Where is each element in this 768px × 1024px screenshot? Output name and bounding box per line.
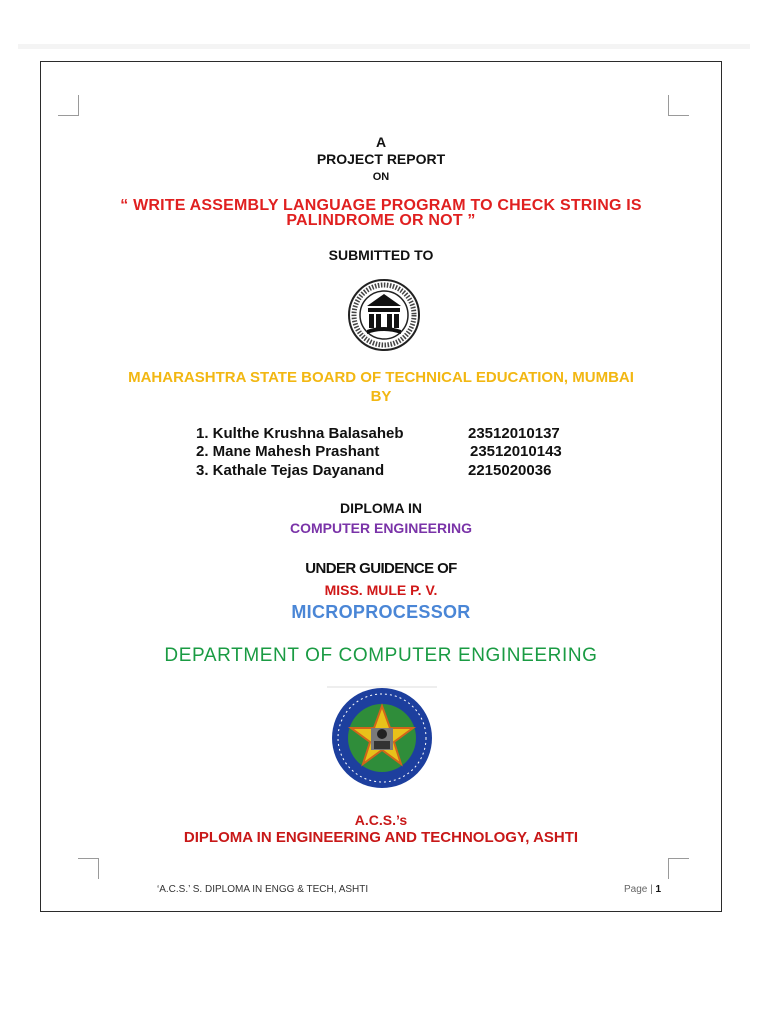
student-enrollment-number: 2215020036	[468, 462, 552, 479]
branch-name: COMPUTER ENGINEERING	[289, 520, 472, 536]
under-guidance-label: UNDER GUIDENCE OF	[305, 560, 457, 577]
board-name: MAHARASHTRA STATE BOARD OF TECHNICAL EDUCATION, MUMBAI	[128, 369, 634, 386]
guide-name: MISS. MULE P. V.	[324, 582, 438, 598]
student-name: 2. Mane Mahesh Prashant	[196, 443, 380, 460]
student-name: 1. Kulthe Krushna Balasaheb	[196, 425, 404, 442]
crop-mark-top-left	[58, 95, 79, 116]
msbte-seal-icon	[345, 278, 423, 352]
page-label: Page |	[624, 884, 656, 895]
student-name: 3. Kathale Tejas Dayanand	[196, 462, 385, 479]
heading-a: A	[375, 134, 387, 150]
student-enrollment-number: 23512010137	[468, 425, 560, 442]
crop-mark-top-right	[668, 95, 689, 116]
project-title-line-1: “ WRITE ASSEMBLY LANGUAGE PROGRAM TO CHECK STRING IS	[120, 197, 642, 214]
subject-name: MICROPROCESSOR	[291, 602, 471, 622]
department-name: DEPARTMENT OF COMPUTER ENGINEERING	[164, 645, 598, 666]
heading-on: ON	[372, 171, 390, 183]
viewer-top-bar	[18, 44, 750, 49]
page-number: 1	[655, 884, 662, 895]
submitted-to: SUBMITTED TO	[328, 247, 434, 263]
project-title-line-2: PALINDROME OR NOT ”	[286, 212, 476, 229]
institute-name: DIPLOMA IN ENGINEERING AND TECHNOLOGY, ASHTI	[183, 829, 579, 846]
footer-page-number	[624, 884, 661, 895]
heading-project-report: PROJECT REPORT	[316, 151, 446, 167]
by-label: BY	[370, 388, 392, 405]
institute-star-emblem-icon	[327, 686, 437, 790]
crop-mark-bottom-right	[668, 858, 689, 879]
student-enrollment-number: 23512010143	[470, 443, 562, 460]
diploma-in-label: DIPLOMA IN	[340, 500, 422, 516]
crop-mark-bottom-left	[78, 858, 99, 879]
acs-label: A.C.S.’s	[354, 812, 408, 828]
footer-institute: ‘A.C.S.’ S. DIPLOMA IN ENGG & TECH, ASHTI	[157, 884, 369, 895]
